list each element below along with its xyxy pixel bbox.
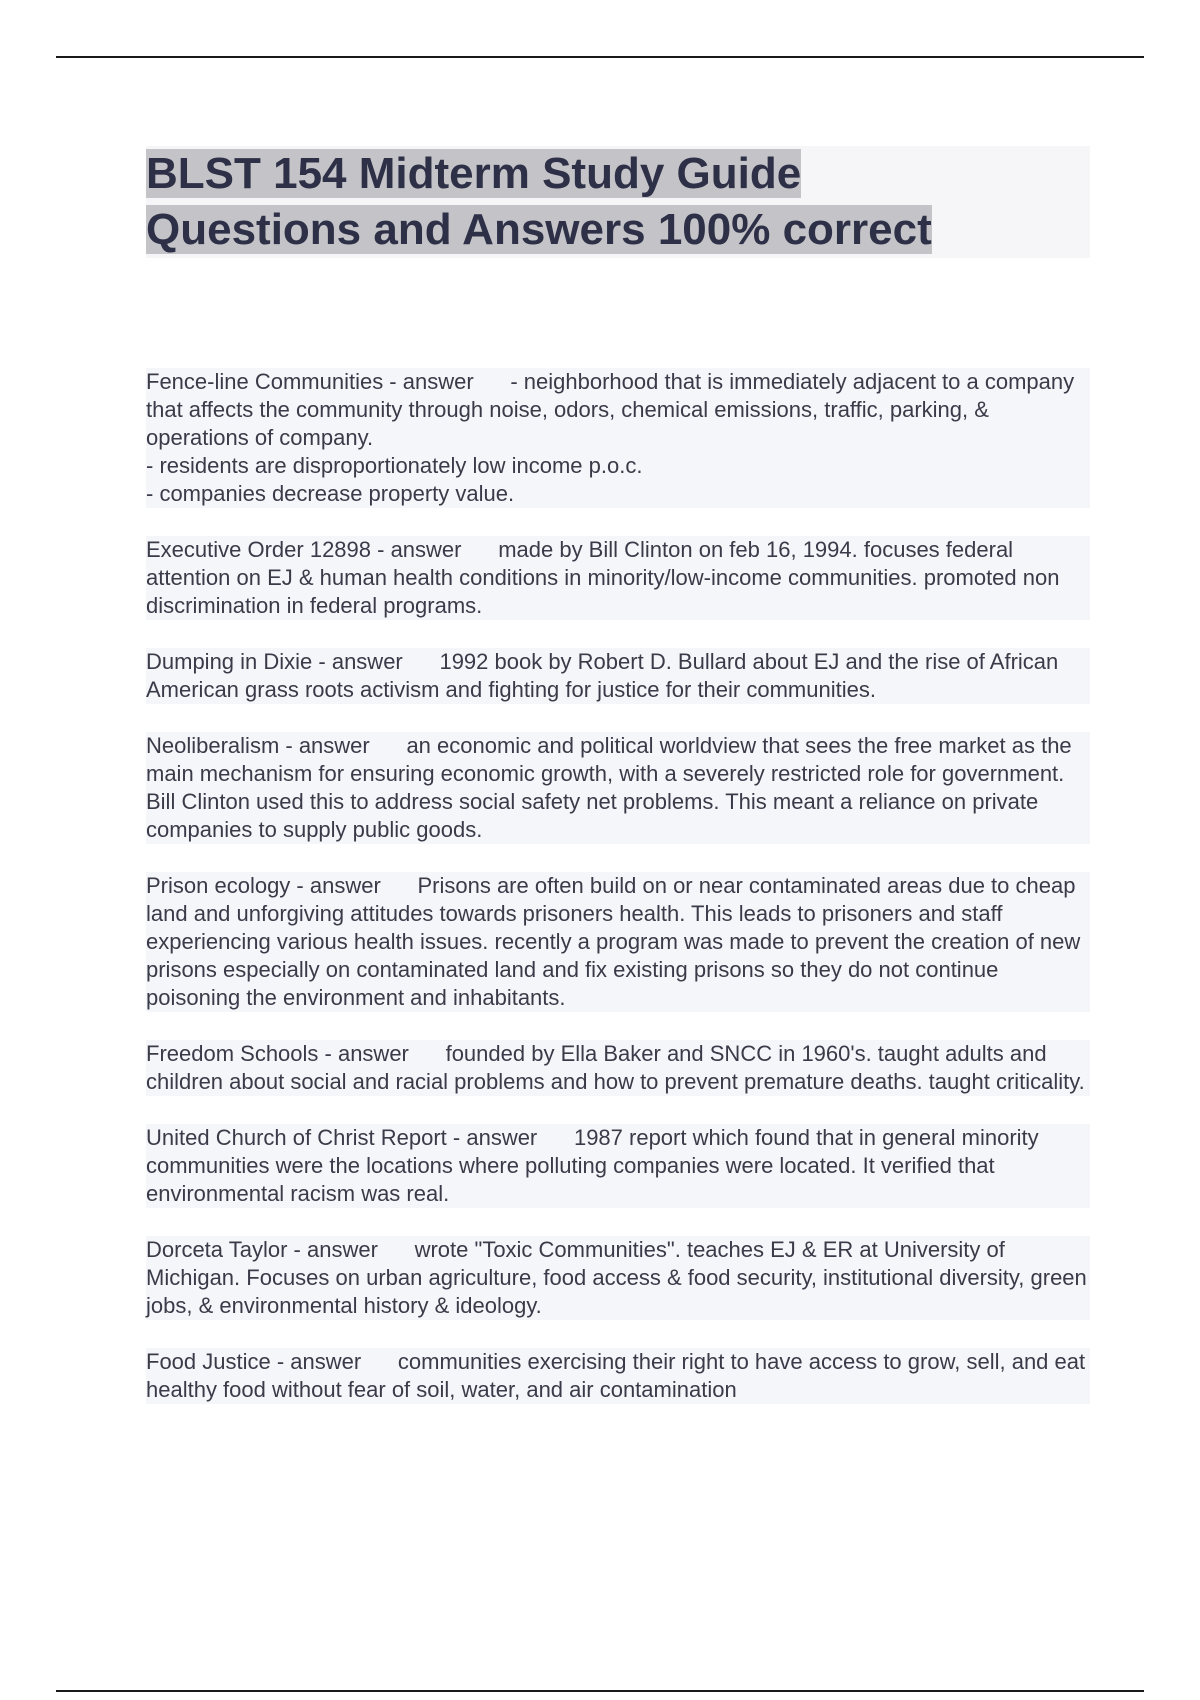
qa-definition: 1987 report which found that in general minority communities were the locations where polluting companies were located. It verified that environmental racism was real. [146,1125,1045,1206]
qa-term: Dorceta Taylor - answer [146,1237,378,1262]
qa-term: Food Justice - answer [146,1349,362,1374]
qa-term: Fence-line Communities - answer [146,369,474,394]
qa-entry [146,872,1090,1012]
title-line-2: Questions and Answers 100% correct [146,205,932,254]
qa-term: Executive Order 12898 - answer [146,537,462,562]
bottom-rule [56,1690,1144,1692]
qa-definition: an economic and political worldview that sees the free market as the main mechanism for ensuring economic growth, with a severely restricted role for government. Bill Clinton used this to address social safety net problems. This meant a reliance on private companies to supply public goods. [146,733,1078,842]
qa-term: Neoliberalism - answer [146,733,370,758]
qa-definition: Prisons are often build on or near contaminated areas due to cheap land and unforgiving attitudes towards prisoners health. This leads to prisoners and staff experiencing various health issues. recently a program was made to prevent the creation of new prisons especially on contaminated land and fix existing prisons so they do not continue poisoning the environment and inhabitants. [146,873,1087,1010]
qa-entry [146,1348,1090,1404]
page-title [146,146,932,258]
qa-definition: founded by Ella Baker and SNCC in 1960's. taught adults and children about social and racial problems and how to prevent premature deaths. taught criticality. [146,1041,1085,1094]
qa-entry [146,1236,1093,1320]
qa-list [146,368,1093,1432]
qa-entry [146,1040,1090,1096]
qa-definition: - neighborhood that is immediately adjacent to a company that affects the community through noise, odors, chemical emissions, traffic, parking, & operations of company. - residents are disproportionately low income p.o.c. - companies decrease property value. [146,369,1075,506]
title-line-1: BLST 154 Midterm Study Guide [146,149,802,198]
qa-definition: communities exercising their right to have access to grow, sell, and eat healthy food without fear of soil, water, and air contamination [146,1349,1092,1402]
qa-definition: 1992 book by Robert D. Bullard about EJ and the rise of African American grass roots activism and fighting for justice for their communities. [146,649,1064,702]
qa-term: United Church of Christ Report - answer [146,1125,538,1150]
qa-entry [146,1124,1090,1208]
qa-entry [146,732,1090,844]
qa-entry [146,536,1090,620]
qa-term: Freedom Schools - answer [146,1041,409,1066]
qa-entry [146,368,1090,508]
qa-term: Prison ecology - answer [146,873,381,898]
qa-definition: wrote "Toxic Communities". teaches EJ & ER at University of Michigan. Focuses on urban agriculture, food access & food security, institutional diversity, green jobs, & environmental history & ideology. [146,1237,1093,1318]
qa-entry [146,648,1090,704]
qa-definition: made by Bill Clinton on feb 16, 1994. focuses federal attention on EJ & human health conditions in minority/low-income communities. promoted non discrimination in federal programs. [146,537,1066,618]
qa-term: Dumping in Dixie - answer [146,649,403,674]
top-rule [56,56,1144,58]
